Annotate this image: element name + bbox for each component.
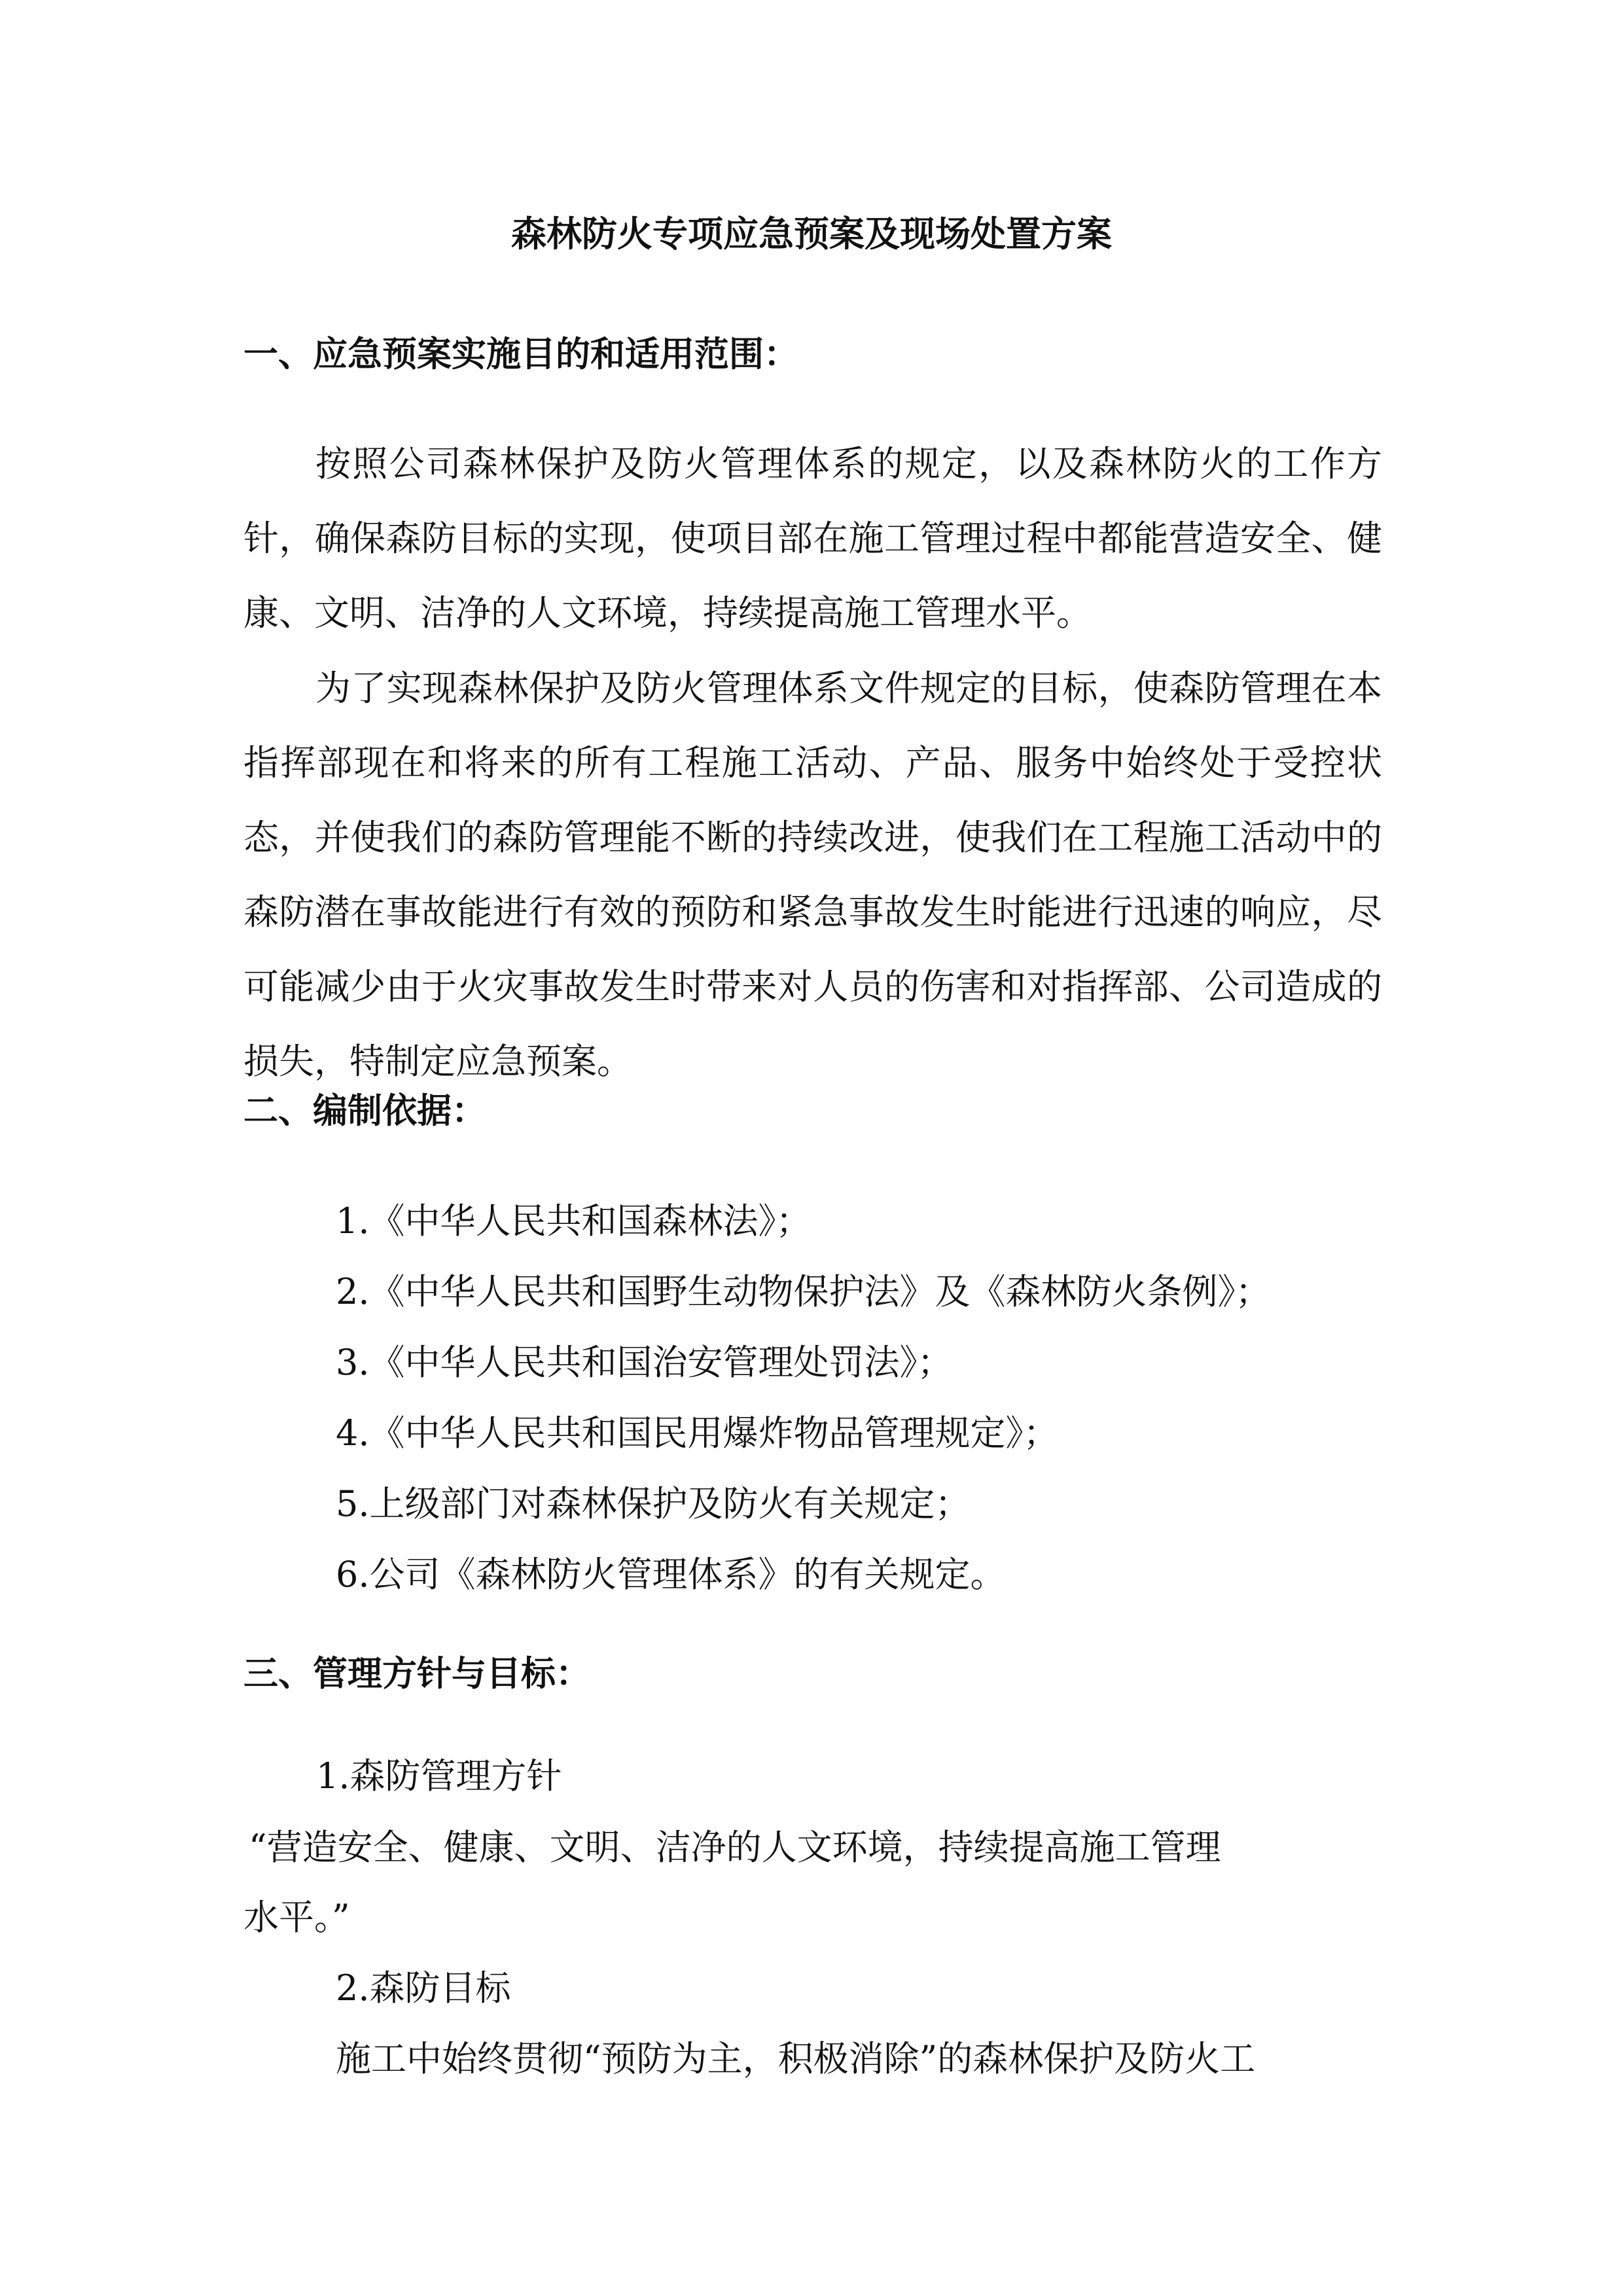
basis-list-item: 1.《中华人民共和国森林法》； xyxy=(336,1200,812,1242)
policy-quote-line: 水平。” xyxy=(243,1897,350,1938)
basis-list-item: 3.《中华人民共和国治安管理处罚法》； xyxy=(336,1342,953,1383)
goals-text-line: 施工中始终贯彻“预防为主，积极消除”的森林保护及防火工 xyxy=(336,2038,1256,2079)
section-heading-basis: 二、编制依据： xyxy=(243,1091,486,1131)
basis-list-item: 6.公司《森林防火管理体系》的有关规定。 xyxy=(336,1554,1006,1595)
basis-list-item: 2.《中华人民共和国野生动物保护法》及《森林防火条例》； xyxy=(336,1271,1271,1312)
subsection-label-policy: 1.森防管理方针 xyxy=(316,1755,562,1797)
paragraph-purpose-1: 按照公司森林保护及防火管理体系的规定，以及森林防火的工作方针，确保森防目标的实现，使项目部在施工管理过程中都能营造安全、健康、文明、洁净的人文环境，持续提高施工管理水平。 xyxy=(243,443,1382,634)
document-title: 森林防火专项应急预案及现场处置方案 xyxy=(511,213,1112,255)
basis-list-item: 4.《中华人民共和国民用爆炸物品管理规定》； xyxy=(336,1412,1059,1454)
section-heading-policy-goals: 三、管理方针与目标： xyxy=(243,1654,590,1694)
subsection-label-goals: 2.森防目标 xyxy=(336,1967,511,2009)
section-heading-purpose-scope: 一、应急预案实施目的和适用范围： xyxy=(243,334,798,374)
basis-list-item: 5.上级部门对森林保护及防火有关规定； xyxy=(336,1483,971,1524)
policy-quote-line: “营造安全、健康、文明、洁净的人文环境，持续提高施工管理 xyxy=(249,1827,1221,1868)
paragraph-purpose-2: 为了实现森林保护及防火管理体系文件规定的目标，使森防管理在本指挥部现在和将来的所有工程施工活动、产品、服务中始终处于受控状态，并使我们的森防管理能不断的持续改进，使我们在工程施工活动中的森防潜在事故能进行有效的预防和紧急事故发生时能进行迅速的响应，尽可能减少由于火灾事故发生时带来对人员的伤害和对指挥部、公司造成的损失，特制定应急预案。 xyxy=(243,668,1382,1082)
